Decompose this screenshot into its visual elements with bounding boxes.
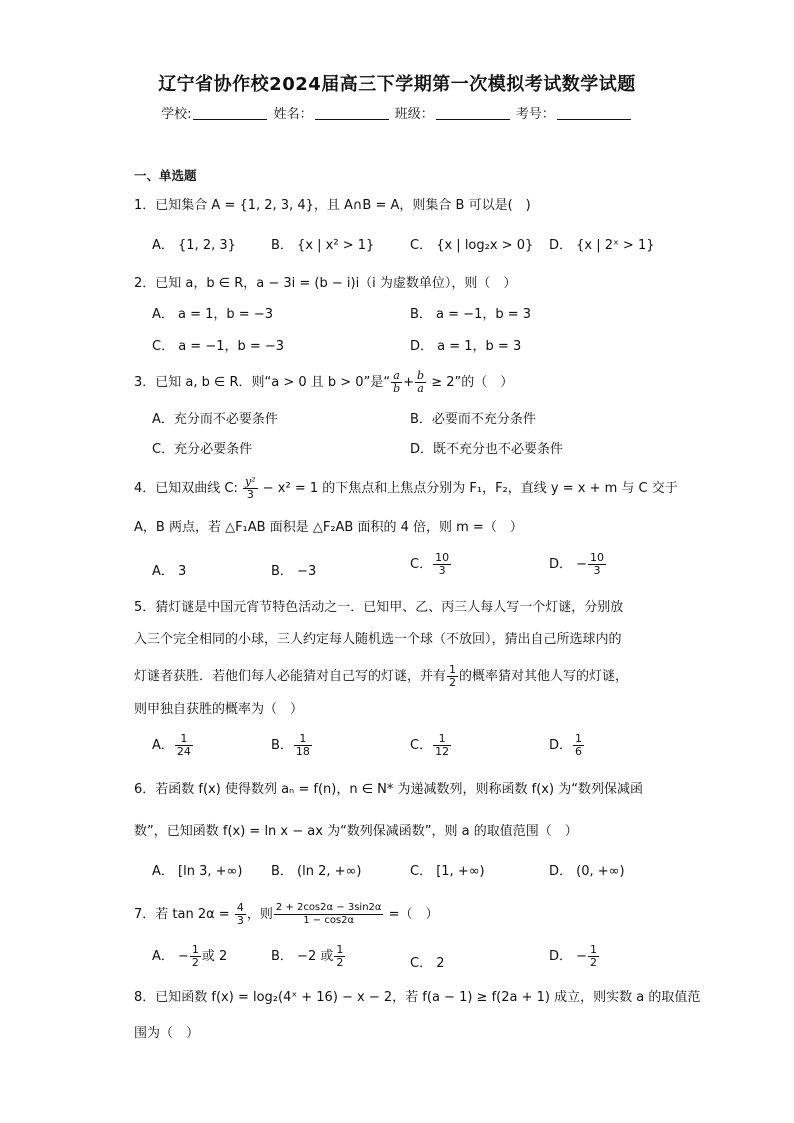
- q6-option-c[interactable]: C． [1, +∞): [410, 864, 485, 879]
- q1-option-c[interactable]: C． {x | log₂x > 0}: [410, 238, 534, 253]
- q7-option-d[interactable]: D． − $\frac{1}{2}$: [549, 943, 598, 969]
- q4-stem-pre: 4．已知双曲线 C:: [134, 481, 242, 496]
- q5-option-d[interactable]: D． $\frac{1}{6}$: [549, 732, 583, 758]
- q6-option-d[interactable]: D． (0, +∞): [549, 864, 625, 879]
- frac-10-3: $\frac{10}{3}$: [435, 551, 450, 577]
- question-3-stem: 3．已知 a, b ∈ R．则“a > 0 且 b > 0”是“ $\frac{a}{b}$ + $\frac{b}{a}$ ≥ 2”的（ ）: [134, 369, 514, 395]
- q2-option-a[interactable]: A． a = 1，b = −3: [152, 307, 273, 322]
- question-6-line-2: 数”，已知函数 f(x) = ln x − ax 为“数列保减函数”，则 a 的取值范围（ ）: [134, 824, 578, 839]
- q3-stem-post: ≥ 2”的（ ）: [427, 375, 514, 390]
- question-5-line-3: 灯谜者获胜．若他们每人必能猜对自己写的灯谜，并有 $\frac{1}{2}$ 的概率猜对其他人写的灯谜，: [134, 663, 629, 689]
- frac-trig-expression: $\frac{2 + 2\cos 2\alpha - 3\sin 2\alpha}{1 - \cos 2\alpha}$: [275, 902, 382, 926]
- q6-option-b[interactable]: B． (ln 2, +∞): [271, 864, 362, 879]
- question-2-stem: 2．已知 a，b ∈ R，a − 3i = (b − i)i（i 为虚数单位），则（ ）: [134, 276, 517, 291]
- school-blank[interactable]: [193, 107, 267, 120]
- q5-option-b[interactable]: B． $\frac{1}{18}$: [271, 732, 310, 758]
- q4-option-a[interactable]: A． 3: [152, 564, 187, 579]
- q3-option-a[interactable]: A．充分而不必要条件: [152, 412, 278, 427]
- question-4-stem: [134, 475, 678, 501]
- q3-option-d[interactable]: D．既不充分也不必要条件: [410, 442, 564, 457]
- question-4-line-2: A，B 两点，若 △F₁AB 面积是 △F₂AB 面积的 4 倍，则 m =（ ）: [134, 520, 523, 535]
- q2-option-b[interactable]: B． a = −1，b = 3: [410, 307, 532, 322]
- q2-option-d[interactable]: D． a = 1，b = 3: [410, 339, 522, 354]
- frac-neg-10-3: $\frac{10}{3}$: [590, 551, 605, 577]
- question-6-line-1: 6．若函数 f(x) 使得数列 aₙ = f(n)，n ∈ N* 为递减数列，则称函数 f(x) 为“数列保减函: [134, 782, 643, 797]
- q7-option-b[interactable]: B． −2 或 $\frac{1}{2}$: [271, 943, 344, 969]
- q1-option-d[interactable]: D． {x | 2ˣ > 1}: [549, 238, 655, 253]
- student-info-line: [0, 103, 794, 122]
- question-5-line-1: 5．猜灯谜是中国元宵节特色活动之一．已知甲、乙、丙三人每人写一个灯谜，分别放: [134, 600, 624, 615]
- q7-option-c[interactable]: C． 2: [410, 956, 445, 971]
- class-blank[interactable]: [436, 107, 510, 120]
- frac-4-3: $\frac{4}{3}$: [236, 901, 244, 927]
- frac-y2-over-3: $\frac{\text{y²}}{3}$: [245, 475, 256, 501]
- frac-1-18: $\frac{1}{18}$: [295, 732, 310, 758]
- q3-option-b[interactable]: B．必要而不充分条件: [410, 412, 536, 427]
- question-5-line-2: 入三个完全相同的小球，三人约定每人随机选一个球（不放回），猜出自己所选球内的: [134, 632, 622, 647]
- name-blank[interactable]: [315, 107, 389, 120]
- question-5-line-4: 则甲独自获胜的概率为（ ）: [134, 702, 304, 717]
- q4-option-b[interactable]: B． −3: [271, 564, 317, 579]
- question-1-stem: 1．已知集合 A = {1, 2, 3, 4}，且 A∩B = A，则集合 B 可以是( ): [134, 198, 531, 213]
- frac-half-a: $\frac{1}{2}$: [191, 943, 199, 969]
- q3-stem-pre: 3．已知 a, b ∈ R．则“a > 0 且 b > 0”是“: [134, 375, 391, 390]
- q3-option-c[interactable]: C．充分必要条件: [152, 442, 253, 457]
- number-blank[interactable]: [557, 107, 631, 120]
- school-label: 学校:: [161, 107, 192, 122]
- frac-a-over-b: $\frac{a}{b}$: [393, 369, 401, 395]
- frac-one-half: $\frac{1}{2}$: [449, 663, 457, 689]
- frac-1-12: $\frac{1}{12}$: [435, 732, 450, 758]
- q6-option-a[interactable]: A． [ln 3, +∞): [152, 864, 243, 879]
- q4-option-d[interactable]: D． − $\frac{10}{3}$: [549, 551, 605, 577]
- question-8-line-1: 8．已知函数 f(x) = log₂(4ˣ + 16) − x − 2，若 f(a − 1) ≥ f(2a + 1) 成立，则实数 a 的取值范: [134, 990, 701, 1005]
- section-heading: 一、单选题: [134, 168, 197, 183]
- question-8-line-2: 围为（ ）: [134, 1026, 200, 1041]
- class-label: 班级：: [394, 107, 434, 122]
- frac-1-6: $\frac{1}{6}$: [575, 732, 583, 758]
- frac-b-over-a: $\frac{b}{a}$: [417, 369, 425, 395]
- q4-option-c[interactable]: C． $\frac{10}{3}$: [410, 551, 450, 577]
- frac-1-24: $\frac{1}{24}$: [176, 732, 191, 758]
- q7-option-a[interactable]: A． − $\frac{1}{2}$ 或 2: [152, 943, 228, 969]
- question-7-stem: 7．若 tan 2α = $\frac{4}{3}$ ，则 $\frac{2 + 2\cos 2\alpha - 3\sin 2\alpha}{1 - \cos 2\alpha}$ =（ ）: [134, 901, 439, 927]
- q5-option-c[interactable]: C． $\frac{1}{12}$: [410, 732, 450, 758]
- q5-option-a[interactable]: A． $\frac{1}{24}$: [152, 732, 191, 758]
- frac-half-b: $\frac{1}{2}$: [336, 943, 344, 969]
- number-label: 考号：: [515, 107, 555, 122]
- name-label: 姓名：: [273, 107, 313, 122]
- q4-stem-post: − x² = 1 的下焦点和上焦点分别为 F₁，F₂，直线 y = x + m 与 C 交于: [258, 481, 678, 496]
- q1-option-b[interactable]: B． {x | x² > 1}: [271, 238, 375, 253]
- q2-option-c[interactable]: C． a = −1，b = −3: [152, 339, 285, 354]
- page-title: 辽宁省协作校2024届高三下学期第一次模拟考试数学试题: [158, 74, 636, 95]
- q1-option-a[interactable]: A． {1, 2, 3}: [152, 238, 236, 253]
- frac-half-d: $\frac{1}{2}$: [590, 943, 598, 969]
